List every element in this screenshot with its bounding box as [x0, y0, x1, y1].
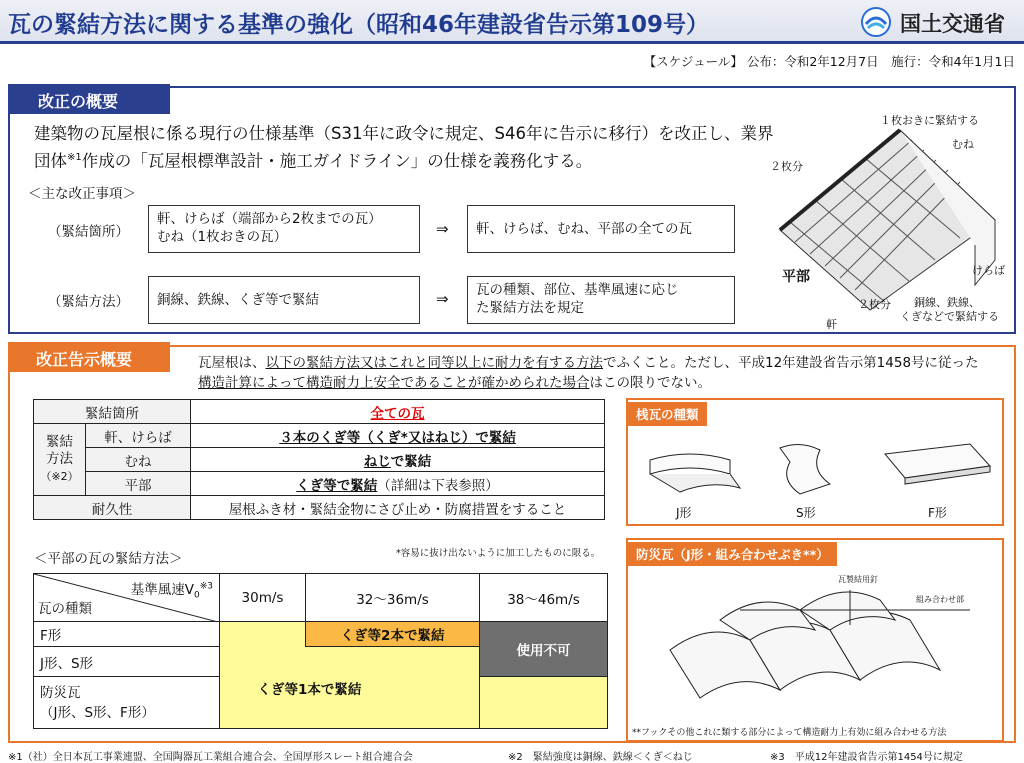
t1-noki-value: ３本のくぎ等（くぎ*又はねじ）で緊結: [191, 424, 605, 448]
t2-h-38: 38～46m/s: [480, 574, 608, 622]
t2-row-bousai: 防災瓦 （J形、S形、F形）: [34, 677, 220, 729]
row2-after: 瓦の種類、部位、基準風速に応じ た緊結方法を規定: [467, 276, 735, 324]
footnote-2: ※2 緊結強度は銅線、鉄線＜くぎ＜ねじ: [508, 752, 693, 763]
row1-before: 軒、けらば（端部から2枚までの瓦） むね（1枚おきの瓦）: [148, 205, 420, 253]
overview-tab: 改正の概要: [8, 84, 170, 114]
arrow-1: ⇒: [436, 220, 449, 238]
t2-h-30: 30m/s: [220, 574, 306, 622]
bousai-nail-label: 瓦製結用釘: [838, 575, 878, 584]
t1-loc-value: 全ての瓦: [191, 400, 605, 424]
t1-loc-header: 緊結箇所: [34, 400, 191, 424]
arrow-2: ⇒: [436, 290, 449, 308]
illust-2mai-a: ２枚分: [770, 160, 803, 173]
sangawara-tab: 桟瓦の種類: [628, 402, 707, 426]
mlit-logo-icon: [860, 6, 892, 38]
t1-note: *容易に抜け出ないように加工したものに限る。: [396, 548, 601, 559]
page-title: 瓦の緊結方法に関する基準の強化（昭和46年建設省告示第109号）: [8, 12, 710, 38]
footnote-3: ※3 平成12年建設省告示第1454号に規定: [770, 752, 963, 763]
t1-dur-header: 耐久性: [34, 496, 191, 520]
fastening-table: [33, 399, 605, 520]
row2-label: （緊結方法）: [48, 294, 129, 310]
t1-mune-header: むね: [86, 448, 191, 472]
illust-wire-2: くぎなどで緊結する: [900, 310, 999, 323]
schedule: 【スケジュール】 公布：令和2年12月7日 施行：令和4年1月1日: [643, 54, 1015, 69]
t2-h-32: 32～36m/s: [306, 574, 480, 622]
t2-row-js: J形、S形: [34, 647, 220, 677]
row2-before: 銅線、鉄線、くぎ等で緊結: [148, 276, 420, 324]
overview-intro: 建築物の瓦屋根に係る現行の仕様基準（S31年に政令に規定、S46年に告示に移行）を改正し、業界団体$^{※1}$作成の「瓦屋根標準設計・施工ガイドライン」の仕様を義務化する。: [34, 124, 774, 171]
tile-j-label: J形: [676, 506, 692, 520]
illust-keraba: けらば: [972, 264, 1005, 277]
notice-tab: 改正告示概要: [8, 342, 170, 372]
t1-method-header: 緊結 方法 （※2）: [34, 424, 86, 496]
t2-cell-1nail: くぎ等1本で緊結: [306, 647, 480, 729]
notice-rule: 瓦屋根は、以下の緊結方法又はこれと同等以上に耐力を有する方法でふくこと。ただし、平成12年建設省告示第1458号に従った構造計算によって構造耐力上安全であることが確かめられた場合はこの限りでない。: [198, 355, 979, 391]
tile-s-label: S形: [796, 506, 816, 520]
t2-wind-header: 基準風速$V_0^{※3}$: [130, 581, 213, 601]
illust-mune: むね: [952, 138, 974, 151]
bousai-tab: 防災瓦（J形・組み合わせぶき**）: [628, 542, 837, 566]
flat-tile-table: [33, 573, 608, 729]
t2-row-f: F形: [34, 622, 220, 647]
illust-top: １枚おきに緊結する: [880, 114, 979, 127]
t2-cell-yellow: [220, 622, 306, 729]
t1-noki-header: 軒、けらば: [86, 424, 191, 448]
row1-label: （緊結箇所）: [48, 224, 129, 240]
t2-cell-yellow-b: [480, 677, 608, 729]
tile-types-illustration: [640, 440, 1000, 500]
illust-noki: 軒: [826, 318, 837, 331]
flat-section-label: ＜平部の瓦の緊結方法＞: [34, 551, 183, 567]
t2-type-header: 瓦の種類: [38, 601, 92, 617]
t1-dur-value: 屋根ふき材・緊結金物にさび止め・防腐措置をすること: [191, 496, 605, 520]
t1-hira-header: 平部: [86, 472, 191, 496]
t2-cell-ng: 使用不可: [480, 622, 608, 677]
t2-corner: [34, 574, 220, 622]
t2-cell-2nails: くぎ等2本で緊結: [306, 622, 480, 647]
bousai-joint-label: 組み合わせ部: [916, 595, 964, 604]
illust-hirabu: 平部: [782, 269, 810, 285]
t1-mune-value: ねじで緊結: [191, 448, 605, 472]
illust-wire-1: 銅線、鉄線、: [914, 296, 980, 309]
bousai-note: **フックその他これに類する部分によって構造耐力上有効に組み合わせる方法: [632, 728, 947, 738]
t1-hira-value: くぎ等で緊結（詳細は下表参照）: [191, 472, 605, 496]
illust-2mai-b: ２枚分: [858, 298, 891, 311]
row1-after: 軒、けらば、むね、平部の全ての瓦: [467, 205, 735, 253]
footnote-1: ※1（社）全日本瓦工事業連盟、全国陶器瓦工業組合連合会、全国厚形スレート組合連合会: [8, 752, 413, 763]
main-changes-label: ＜主な改正事項＞: [28, 186, 136, 202]
tile-f-label: F形: [928, 506, 947, 520]
ministry-logo-text: 国土交通省: [900, 12, 1005, 36]
